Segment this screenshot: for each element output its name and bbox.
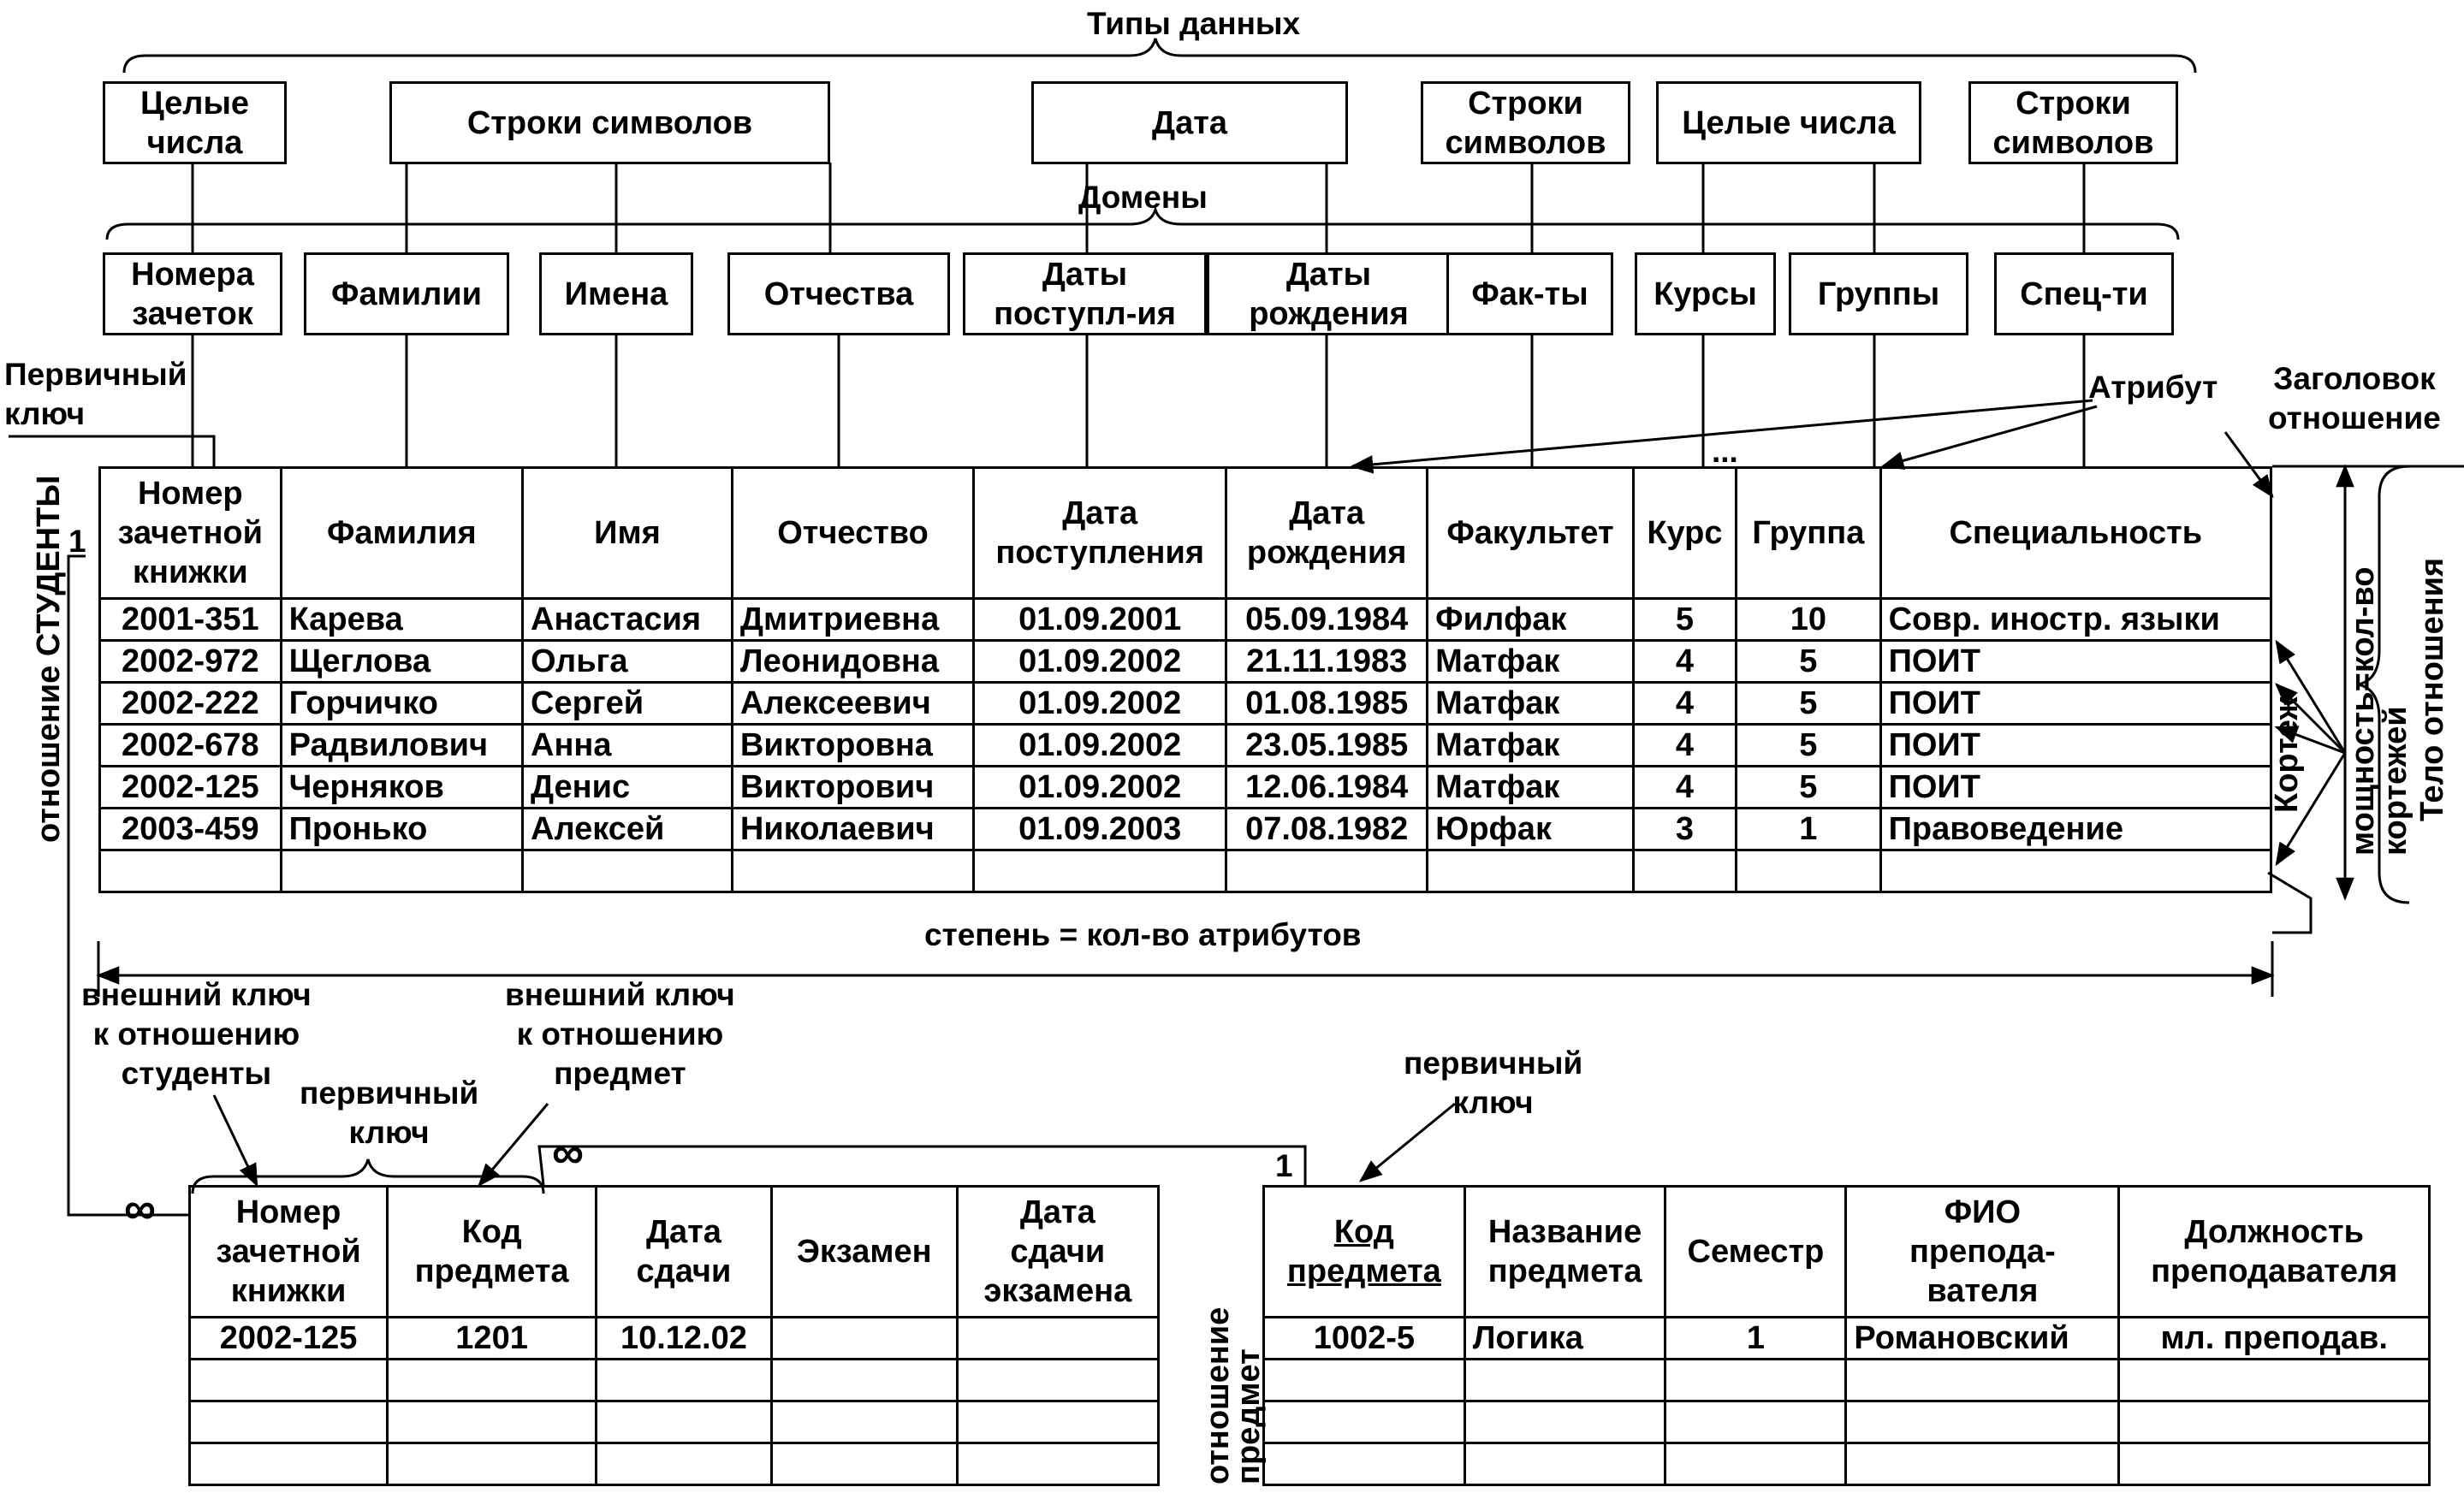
table-cell: Логика <box>1464 1318 1665 1360</box>
degree-label: степень = кол-во атрибутов <box>924 917 1362 952</box>
table-cell: Денис <box>523 767 733 809</box>
table-cell <box>771 1318 957 1360</box>
table-cell <box>1737 850 1880 892</box>
table-row <box>1264 1401 2430 1443</box>
table-cell <box>1880 850 2271 892</box>
table-row <box>100 809 2271 850</box>
table-cell: 05.09.1984 <box>1226 599 1428 641</box>
subjects-column-header: Семестр <box>1665 1187 1846 1318</box>
domains-title: Домены <box>1078 180 1208 215</box>
domain-box: Отчества <box>727 252 950 335</box>
table-cell: Романовский <box>1846 1318 2119 1360</box>
table-cell: 1 <box>1665 1318 1846 1360</box>
students-column-header: Дата рождения <box>1226 468 1428 599</box>
students-table <box>98 466 2272 893</box>
students-column-header: Курс <box>1633 468 1736 599</box>
cardinality-label: мощность=кол-во кортежей <box>2345 566 2414 856</box>
table-cell: 1201 <box>388 1318 597 1360</box>
table-cell: 1 <box>1737 809 1880 850</box>
domain-box: Группы <box>1789 252 1968 335</box>
table-cell: 5 <box>1737 725 1880 767</box>
exams-column-header: Дата сдачи <box>597 1187 772 1318</box>
table-row <box>1264 1360 2430 1401</box>
exams-table <box>188 1185 1160 1486</box>
table-cell <box>771 1360 957 1401</box>
subjects-table <box>1262 1185 2431 1486</box>
domain-box: Фамилии <box>304 252 509 335</box>
students-column-header: Фамилия <box>281 468 522 599</box>
table-cell <box>2119 1443 2430 1485</box>
fk-subject-label: внешний ключ к отношению предмет <box>505 977 735 1091</box>
table-cell <box>2119 1401 2430 1443</box>
data-type-box: Строки символов <box>1968 81 2178 164</box>
table-cell: ПОИТ <box>1880 641 2271 683</box>
table-cell: Николаевич <box>732 809 973 850</box>
table-row <box>100 767 2271 809</box>
table-cell: Матфак <box>1428 641 1634 683</box>
tuple-label: Кортеж <box>2269 696 2305 813</box>
table-cell <box>597 1443 772 1485</box>
table-cell <box>523 850 733 892</box>
students-column-header: Дата поступления <box>974 468 1226 599</box>
table-cell: 2002-125 <box>190 1318 388 1360</box>
subjects-column-header: ФИО преподa- вателя <box>1846 1187 2119 1318</box>
brace-data-types <box>124 39 2195 73</box>
table-cell: Анастасия <box>523 599 733 641</box>
table-cell <box>1665 1443 1846 1485</box>
table-cell: 10.12.02 <box>597 1318 772 1360</box>
table-cell: 01.09.2002 <box>974 641 1226 683</box>
infinity-label: ∞ <box>552 1129 585 1178</box>
table-cell <box>957 1360 1158 1401</box>
table-cell <box>388 1401 597 1443</box>
cardinality-one-label: 1 <box>1275 1148 1293 1183</box>
body-label: Тело отношения <box>2414 557 2450 821</box>
table-cell <box>771 1443 957 1485</box>
table-cell: Ольга <box>523 641 733 683</box>
table-cell: 5 <box>1737 683 1880 725</box>
table-cell: Радвилович <box>281 725 522 767</box>
subjects-column-header: Должность преподавателя <box>2119 1187 2430 1318</box>
table-cell: Карева <box>281 599 522 641</box>
table-cell: Матфак <box>1428 767 1634 809</box>
table-cell: Горчичко <box>281 683 522 725</box>
table-cell <box>2119 1360 2430 1401</box>
table-cell: 10 <box>1737 599 1880 641</box>
domain-box: Номера зачеток <box>103 252 282 335</box>
table-cell <box>388 1360 597 1401</box>
data-type-box: Строки символов <box>389 81 830 164</box>
exams-column-header: Экзамен <box>771 1187 957 1318</box>
table-cell: Викторовна <box>732 725 973 767</box>
table-cell <box>1846 1443 2119 1485</box>
table-row <box>190 1401 1159 1443</box>
table-cell <box>974 850 1226 892</box>
table-cell <box>388 1443 597 1485</box>
data-type-box: Строки символов <box>1421 81 1630 164</box>
exams-header-row <box>190 1187 1159 1318</box>
table-cell <box>732 850 973 892</box>
primary-key-exam-label: первичный ключ <box>300 1075 479 1150</box>
table-cell <box>190 1401 388 1443</box>
table-cell <box>100 850 282 892</box>
domain-box: Спец-ти <box>1994 252 2174 335</box>
ellipsis-label: ... <box>1712 434 1738 469</box>
students-column-header: Факультет <box>1428 468 1634 599</box>
table-cell <box>957 1401 1158 1443</box>
table-row <box>190 1443 1159 1485</box>
table-cell: 5 <box>1737 641 1880 683</box>
students-column-header: Отчество <box>732 468 973 599</box>
table-row <box>190 1360 1159 1401</box>
table-cell <box>1428 850 1634 892</box>
students-column-header: Номер зачетной книжки <box>100 468 282 599</box>
domain-box: Курсы <box>1635 252 1776 335</box>
table-cell: Викторович <box>732 767 973 809</box>
table-cell: 5 <box>1633 599 1736 641</box>
domain-box: Имена <box>539 252 693 335</box>
table-cell: 5 <box>1737 767 1880 809</box>
table-cell: 4 <box>1633 641 1736 683</box>
subjects-column-header: Код предмета <box>1264 1187 1465 1318</box>
table-cell: Леонидовна <box>732 641 973 683</box>
primary-key-label: Первичный ключ <box>4 357 187 431</box>
domain-box: Даты поступл-ия <box>963 252 1207 335</box>
table-cell <box>190 1360 388 1401</box>
table-cell: 2002-222 <box>100 683 282 725</box>
table-cell: 2002-678 <box>100 725 282 767</box>
table-cell: 01.09.2002 <box>974 767 1226 809</box>
table-cell <box>1846 1360 2119 1401</box>
attribute-label: Атрибут <box>2088 370 2218 405</box>
table-cell: Алексей <box>523 809 733 850</box>
subjects-header-row <box>1264 1187 2430 1318</box>
table-cell <box>1846 1401 2119 1443</box>
students-column-header: Специальность <box>1880 468 2271 599</box>
table-cell <box>1464 1401 1665 1443</box>
table-cell <box>771 1401 957 1443</box>
table-row <box>1264 1318 2430 1360</box>
exams-column-header: Номер зачетной книжки <box>190 1187 388 1318</box>
table-cell: 01.09.2001 <box>974 599 1226 641</box>
table-row <box>100 725 2271 767</box>
table-cell: Матфак <box>1428 725 1634 767</box>
table-cell <box>1665 1401 1846 1443</box>
table-cell: ПОИТ <box>1880 767 2271 809</box>
table-cell <box>1464 1443 1665 1485</box>
exams-column-header: Код предмета <box>388 1187 597 1318</box>
table-cell: Анна <box>523 725 733 767</box>
table-cell: 2001-351 <box>100 599 282 641</box>
table-cell: 12.06.1984 <box>1226 767 1428 809</box>
table-row <box>1264 1443 2430 1485</box>
table-cell: мл. преподав. <box>2119 1318 2430 1360</box>
fk-students-label: внешний ключ к отношению студенты <box>81 977 312 1091</box>
table-cell: Черняков <box>281 767 522 809</box>
table-cell <box>1264 1360 1465 1401</box>
relation-students-label: отношение СТУДЕНТЫ <box>31 475 67 843</box>
table-row <box>100 641 2271 683</box>
table-cell: ПОИТ <box>1880 725 2271 767</box>
table-row <box>100 599 2271 641</box>
students-column-header: Группа <box>1737 468 1880 599</box>
table-cell: ПОИТ <box>1880 683 2271 725</box>
table-row <box>190 1318 1159 1360</box>
table-cell: 4 <box>1633 683 1736 725</box>
data-type-box: Целые числа <box>103 81 287 164</box>
table-cell: Сергей <box>523 683 733 725</box>
table-cell: Матфак <box>1428 683 1634 725</box>
infinity-label: ∞ <box>124 1184 157 1234</box>
table-cell <box>1264 1401 1465 1443</box>
table-cell: 4 <box>1633 725 1736 767</box>
table-cell: 01.09.2003 <box>974 809 1226 850</box>
students-column-header: Имя <box>523 468 733 599</box>
table-cell <box>957 1443 1158 1485</box>
table-cell: 23.05.1985 <box>1226 725 1428 767</box>
table-cell: Дмитриевна <box>732 599 973 641</box>
primary-key-subject-label: первичный ключ <box>1404 1046 1583 1120</box>
table-cell <box>597 1401 772 1443</box>
table-cell: Правоведение <box>1880 809 2271 850</box>
table-cell <box>1665 1360 1846 1401</box>
table-cell: 21.11.1983 <box>1226 641 1428 683</box>
table-cell: 2003-459 <box>100 809 282 850</box>
header-label: Заголовок отношение <box>2268 361 2441 435</box>
domain-box: Фак-ты <box>1446 252 1613 335</box>
table-cell: 01.08.1985 <box>1226 683 1428 725</box>
table-cell: Пронько <box>281 809 522 850</box>
exams-column-header: Дата сдачи экзамена <box>957 1187 1158 1318</box>
students-header-row <box>100 468 2271 599</box>
table-cell <box>190 1443 388 1485</box>
table-cell: Филфак <box>1428 599 1634 641</box>
table-cell: Совр. иностр. языки <box>1880 599 2271 641</box>
table-cell: 07.08.1982 <box>1226 809 1428 850</box>
table-cell <box>1464 1360 1665 1401</box>
table-cell: 3 <box>1633 809 1736 850</box>
data-type-box: Дата <box>1031 81 1348 164</box>
table-cell: Юрфак <box>1428 809 1634 850</box>
data-type-box: Целые числа <box>1656 81 1921 164</box>
table-cell <box>1264 1443 1465 1485</box>
relation-subject-label: отношение предмет <box>1200 1306 1267 1484</box>
table-cell: Щеглова <box>281 641 522 683</box>
table-cell: 1002-5 <box>1264 1318 1465 1360</box>
table-cell <box>957 1318 1158 1360</box>
table-cell: 2002-125 <box>100 767 282 809</box>
domain-box: Даты рождения <box>1207 252 1451 335</box>
table-row <box>100 683 2271 725</box>
cardinality-one-label: 1 <box>68 524 86 559</box>
table-cell <box>1633 850 1736 892</box>
data-types-title: Типы данных <box>1087 6 1301 41</box>
table-cell <box>597 1360 772 1401</box>
table-cell <box>281 850 522 892</box>
table-cell <box>1226 850 1428 892</box>
table-cell: 4 <box>1633 767 1736 809</box>
table-cell: 2002-972 <box>100 641 282 683</box>
table-cell: Алексеевич <box>732 683 973 725</box>
table-cell: 01.09.2002 <box>974 725 1226 767</box>
subjects-column-header: Название предмета <box>1464 1187 1665 1318</box>
table-row <box>100 850 2271 892</box>
table-cell: 01.09.2002 <box>974 683 1226 725</box>
